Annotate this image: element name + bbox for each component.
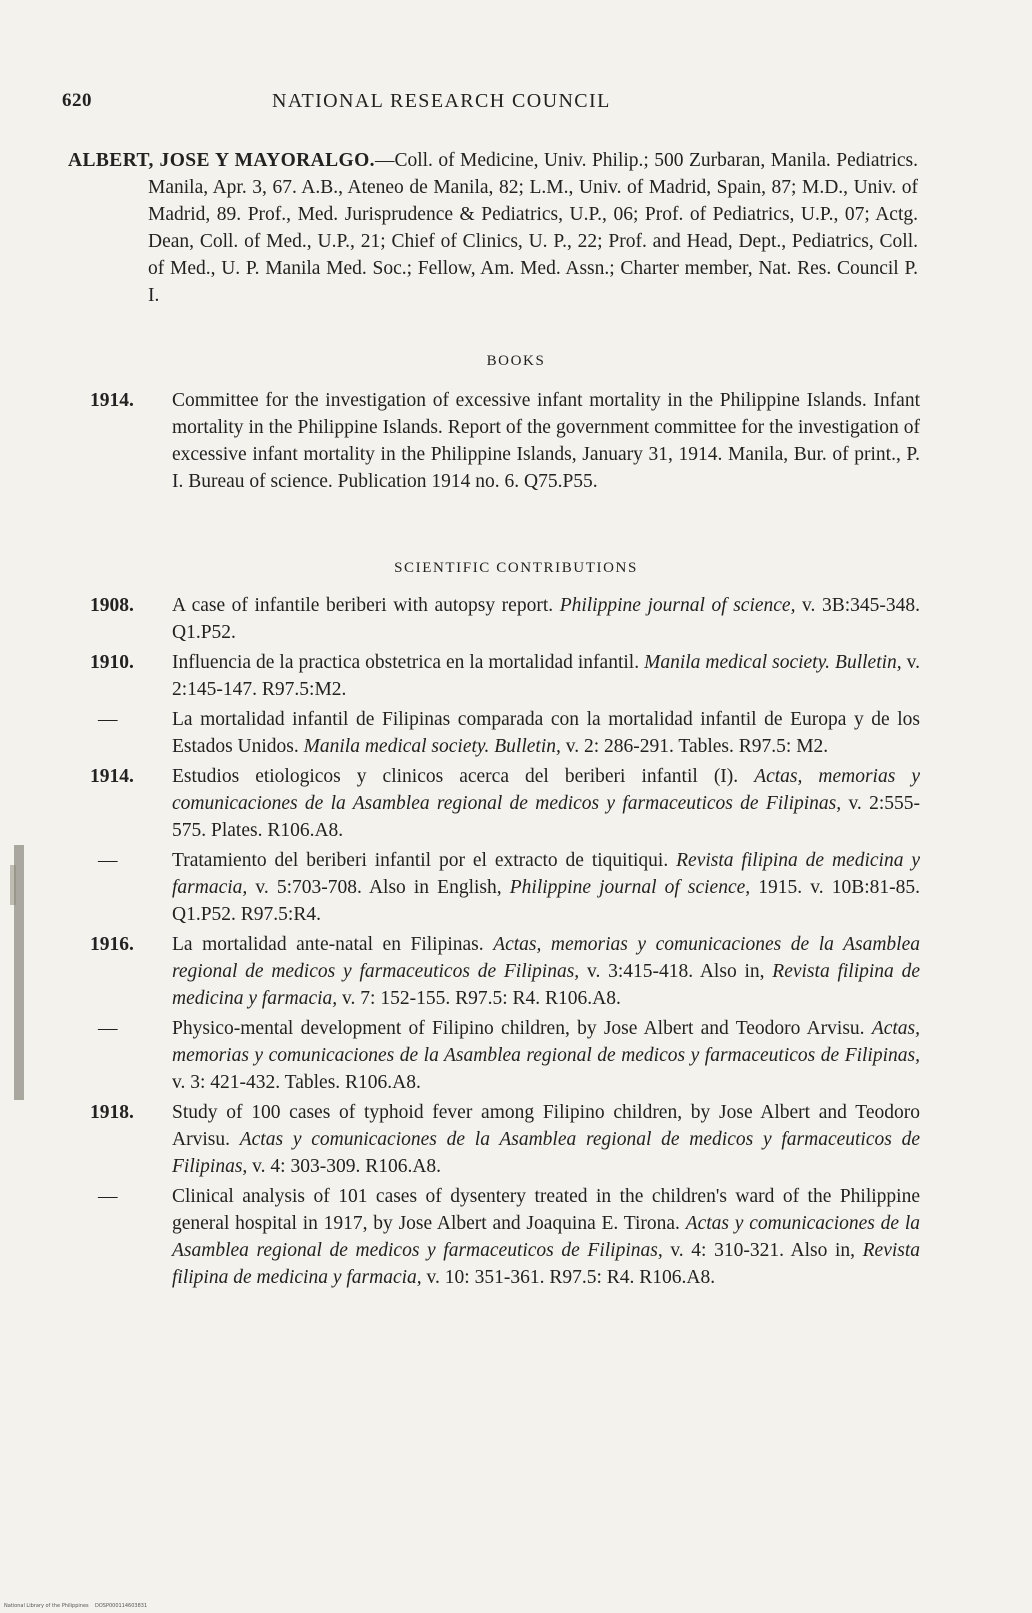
list-item — [90, 1099, 920, 1180]
list-item — [90, 1183, 920, 1291]
ref-year: 1910. — [90, 652, 134, 673]
list-item — [90, 706, 920, 760]
ref-journal: Actas y comunicaciones de la Asamblea regional de medicos y farmaceuticos de Filipinas, — [172, 1213, 921, 1261]
ref-text: Clinical analysis of 101 cases of dysentery treated in the children's ward of the Philippine general hospital in 1917, by Jose Albert and Joaquina E. Tirona. — [172, 1186, 920, 1234]
ref-tail: v. 3B:345-348. Q1.P52. — [172, 595, 920, 643]
ref-journal-alt: Revista filipina de medicina y farmacia, — [172, 961, 920, 1009]
list-item — [90, 649, 920, 703]
ref-tail-alt: v. 7: 152-155. R97.5: R4. R106.A8. — [342, 988, 621, 1009]
ref-year: 1914. — [90, 766, 134, 787]
binding-mark — [0, 835, 40, 1115]
ref-journal-alt: Revista filipina de medicina y farmacia, — [172, 1240, 921, 1288]
ref-tail: v. 3: 421-432. Tables. R106.A8. — [172, 1072, 421, 1093]
list-item — [90, 763, 920, 844]
page-header — [62, 90, 922, 120]
books-heading: BOOKS — [486, 353, 546, 369]
ref-journal: Philippine journal of science, — [559, 595, 796, 616]
ref-text: Influencia de la practica obstetrica en la mortalidad infantil. — [172, 652, 640, 673]
ref-tail-alt: v. 10: 351-361. R97.5: R4. R106.A8. — [426, 1267, 716, 1288]
ref-dash: — — [98, 1018, 118, 1039]
ref-journal-alt: Philippine journal of science, — [509, 877, 751, 898]
entry-body — [68, 147, 918, 309]
ref-text: Physico-mental development of Filipino children, by Jose Albert and Teodoro Arvisu. — [172, 1018, 865, 1039]
ref-tail-alt: 1915. v. 10B:81-85. Q1.P52. R97.5:R4. — [172, 877, 920, 925]
ref-text: Study of 100 cases of typhoid fever among Filipino children, by Jose Albert and Teodoro Arvisu. — [172, 1102, 920, 1150]
ref-journal: Actas, memorias y comunicaciones de la Asamblea regional de medicos y farmaceuticos de Filipinas, — [172, 934, 920, 982]
ref-tail: v. 2:555-575. Plates. R106.A8. — [172, 793, 920, 841]
ref-tail: v. 2: 286-291. Tables. R97.5: M2. — [565, 736, 829, 757]
ref-journal: Actas y comunicaciones de la Asamblea regional de medicos y farmaceuticos de Filipinas, — [172, 1129, 920, 1177]
ref-tail: v. 5:703-708. Also in English, — [255, 877, 502, 898]
contributions-list — [90, 592, 920, 1294]
entry-text: —Coll. of Medicine, Univ. Philip.; 500 Zurbaran, Manila. Pediatrics. Manila, Apr. 3, 67. A.B., Ateneo de Manila, 82; L.M., Univ. of Madrid, Spain, 87; M.D., Univ. of Madrid, 89. Prof., Med. Jurisprudence & Pediatrics, U.P., 06; Prof. of Pediatrics, U.P., 07; Actg. Dean, Coll. of Med., U.P., 21; Chief of Clinics, U. P., 22; Prof. and Head, Dept., Pediatrics, Coll. of Med., U. P. Manila Med. Soc.; Fellow, Am. Med. Assn.; Charter member, Nat. Res. Council P. I. — [148, 150, 918, 306]
ref-year: 1918. — [90, 1102, 134, 1123]
ref-journal: Actas, memorias y comunicaciones de la Asamblea regional de medicos y farmaceuticos de Filipinas, — [172, 766, 920, 814]
ref-text: Estudios etiologicos y clinicos acerca del beriberi infantil (I). — [172, 766, 739, 787]
ref-text: La mortalidad infantil de Filipinas comparada con la mortalidad infantil de Europa y de los Estados Unidos. — [172, 709, 920, 757]
list-item — [90, 387, 920, 495]
ref-dash: — — [98, 850, 118, 871]
running-title: NATIONAL RESEARCH COUNCIL — [272, 90, 611, 112]
ref-dash: — — [98, 1186, 118, 1207]
list-item — [90, 592, 920, 646]
ref-text: La mortalidad ante-natal en Filipinas. — [172, 934, 484, 955]
ref-tail: v. 4: 303-309. R106.A8. — [252, 1156, 442, 1177]
page-number: 620 — [62, 90, 92, 111]
ref-year: 1914. — [90, 390, 134, 411]
list-item — [90, 847, 920, 928]
contributions-heading: SCIENTIFIC CONTRIBUTIONS — [394, 560, 638, 576]
ref-journal: Revista filipina de medicina y farmacia, — [172, 850, 921, 898]
ref-dash: — — [98, 709, 118, 730]
ref-tail: v. 3:415-418. Also in, — [586, 961, 765, 982]
ref-tail: v. 2:145-147. R97.5:M2. — [172, 652, 921, 700]
ref-text: A case of infantile beriberi with autopsy report. — [172, 595, 554, 616]
footer-credit: National Library of the Philippines DOSP000114603831 — [4, 1603, 148, 1609]
ref-text: Committee for the investigation of excessive infant mortality in the Philippine Islands. Infant mortality in the Philippine Islands. Report of the government committee for the investigation of excessive infant mortality in the Philippine Islands, January 31, 1914. Manila, Bur. of print., P. I. Bureau of science. Publication 1914 no. 6. Q75.P55. — [172, 390, 920, 492]
biographical-entry — [68, 147, 918, 309]
ref-text: Tratamiento del beriberi infantil por el extracto de tiquitiqui. — [172, 850, 669, 871]
list-item — [90, 931, 920, 1012]
ref-tail: v. 4: 310-321. Also in, — [670, 1240, 855, 1261]
books-list — [90, 387, 920, 498]
ref-year: 1916. — [90, 934, 134, 955]
entry-name: ALBERT, JOSE Y MAYORALGO. — [68, 150, 375, 171]
ref-journal: Manila medical society. Bulletin, — [303, 736, 561, 757]
list-item — [90, 1015, 920, 1096]
ref-journal: Actas, memorias y comunicaciones de la Asamblea regional de medicos y farmaceuticos de Filipinas, — [172, 1018, 921, 1066]
ref-journal: Manila medical society. Bulletin, — [644, 652, 902, 673]
ref-year: 1908. — [90, 595, 134, 616]
